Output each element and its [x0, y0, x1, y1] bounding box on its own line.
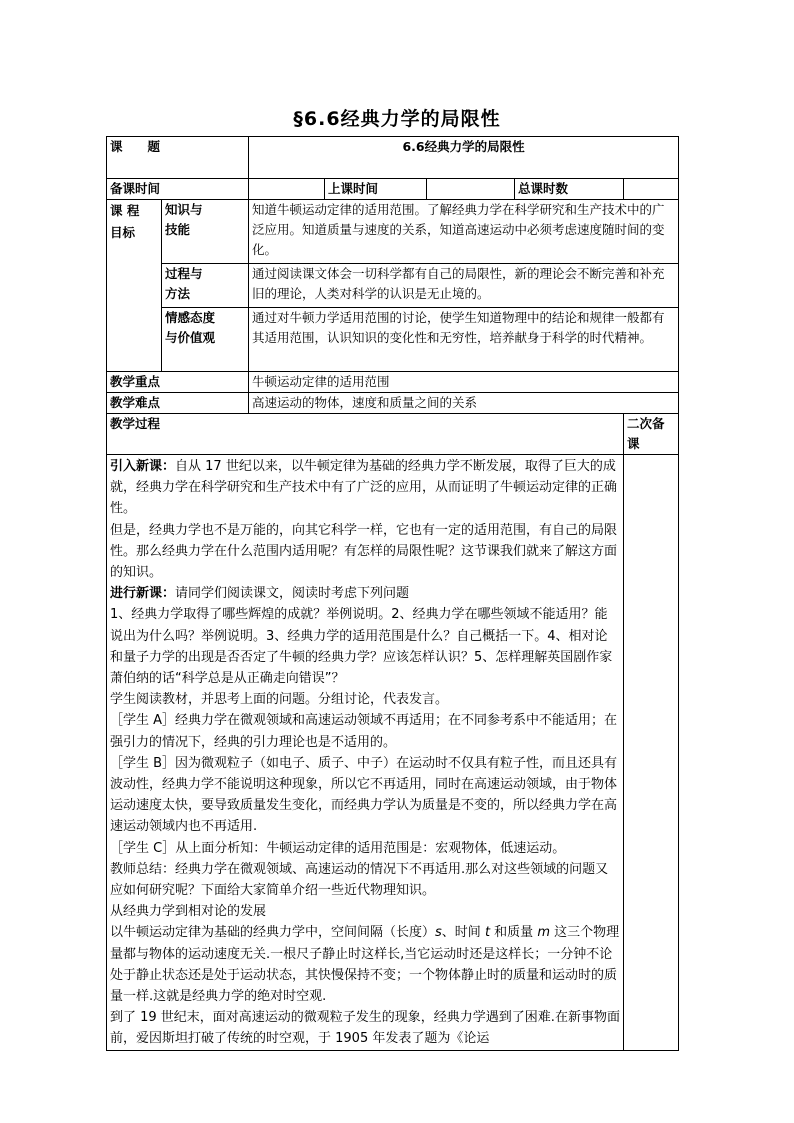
student-a-answer: ［学生 A］经典力学在微观领域和高速运动领域不再适用；在不同参考系中不能适用；在强引力的情况下，经典的引力理论也是不适用的。 [110, 713, 618, 750]
second-prep-cell[interactable] [624, 455, 679, 1051]
prep-time-value[interactable] [249, 179, 325, 200]
student-c-answer: ［学生 C］从上面分析知：牛顿运动定律的适用范围是：宏观物体，低速运动。 [110, 840, 566, 856]
key-point-label: 教学重点 [107, 372, 249, 393]
difficulty-text: 高速运动的物体，速度和质量之间的关系 [249, 393, 679, 414]
difficulty-label: 教学难点 [107, 393, 249, 414]
section-heading: 从经典力学到相对论的发展 [110, 904, 267, 920]
goal-knowledge-label: 知识与 技能 [162, 200, 249, 264]
goal-attitude-text: 通过对牛顿力学适用范围的讨论，使学生知道物理中的结论和规律一般都有其适用范围，认识知识的变化性和无穷性，培养献身于科学的时代精神。 [249, 308, 679, 372]
process-label: 教学过程 [107, 414, 624, 455]
teacher-summary: 教师总结：经典力学在微观领域、高速运动的情况下不再适用.那么对这些领域的问题又应如何研究呢？下面给大家简单介绍一些近代物理知识。 [110, 861, 609, 899]
key-point-text: 牛顿运动定律的适用范围 [249, 372, 679, 393]
intro-label: 引入新课： [110, 459, 176, 474]
process-paragraph: 到了 19 世纪末，面对高速运动的微观粒子发生的现象，经典力学遇到了困难.在新事物面前，爱因斯坦打破了传统的时空观，于 1905 年发表了题为《论运 [110, 1010, 620, 1047]
lesson-plan-table [106, 136, 679, 1051]
intro-text: 自从 17 世纪以来，以牛顿定律为基础的经典力学不断发展，取得了巨大的成就，经典力学在科学研究和生产技术中有了广泛的应用，从而证明了牛顿运动定律的正确性。 [110, 459, 618, 517]
goal-method-label: 过程与 方法 [162, 264, 249, 308]
goal-attitude-label: 情感态度 与价值观 [162, 308, 249, 372]
student-b-answer: ［学生 B］因为微观粒子（如电子、质子、中子）在运动时不仅具有粒子性，而且还具有波动性，经典力学不能说明这种现象，所以它不再适用，同时在高速运动领域，由于物体运动速度太快，要导致质量发生变化，而经典力学认为质量是不变的，所以经典力学在高速运动领域内也不再适用. [110, 755, 618, 835]
page-title: §6.6经典力学的局限性 [293, 108, 501, 130]
new-lesson-label: 进行新课： [110, 586, 176, 602]
process-paragraph: 但是，经典力学也不是万能的，向其它科学一样，它也有一定的适用范围，有自己的局限性。那么经典力学在什么范围内适用呢？有怎样的局限性呢？这节课我们就来了解这方面的知识。 [110, 522, 618, 581]
new-lesson-text: 请同学们阅读课文，阅读时考虑下列问题 [175, 586, 410, 602]
process-paragraph: 学生阅读教材，并思考上面的问题。分组讨论，代表发言。 [110, 692, 449, 708]
total-hours-value[interactable] [624, 179, 679, 200]
topic-value: 6.6经典力学的局限性 [249, 137, 679, 179]
process-content [107, 455, 624, 1051]
second-prep-label: 二次备课 [624, 414, 679, 455]
goal-knowledge-text: 知道牛顿运动定律的适用范围。了解经典力学在科学研究和生产技术中的广泛应用。知道质量与速度的关系，知道高速运动中必须考虑速度随时间的变化。 [249, 200, 679, 264]
total-hours-label: 总课时数 [515, 179, 624, 200]
prep-time-label: 备课时间 [107, 179, 249, 200]
class-time-value[interactable] [427, 179, 515, 200]
topic-label: 课 题 [107, 137, 249, 179]
relativity-paragraph: 以牛顿运动定律为基础的经典力学中，空间间隔（长度）s、时间 t 和质量 m 这三个物理量都与物体的运动速度无关.一根尺子静止时这样长,当它运动时还是这样长；一分钟不论处于静止状态还是处于运动状态，其快慢保持不变；一个物体静止时的质量和运动时的质量一样.这就是经典力学的绝对时空观. [110, 925, 620, 1005]
class-time-label: 上课时间 [325, 179, 427, 200]
goal-method-text: 通过阅读课文体会一切科学都有自己的局限性，新的理论会不断完善和补充旧的理论，人类对科学的认识是无止境的。 [249, 264, 679, 308]
questions-paragraph: 1、经典力学取得了哪些辉煌的成就？举例说明。2、经典力学在哪些领域不能适用？能说出为什么吗？举例说明。3、经典力学的适用范围是什么？自己概括一下。4、相对论和量子力学的出现是否否定了牛顿的经典力学？应该怎样认识？5、怎样理解英国剧作家萧伯纳的话“科学总是从正确走向错误”？ [110, 607, 613, 687]
goals-label: 课 程 目标 [107, 200, 162, 372]
